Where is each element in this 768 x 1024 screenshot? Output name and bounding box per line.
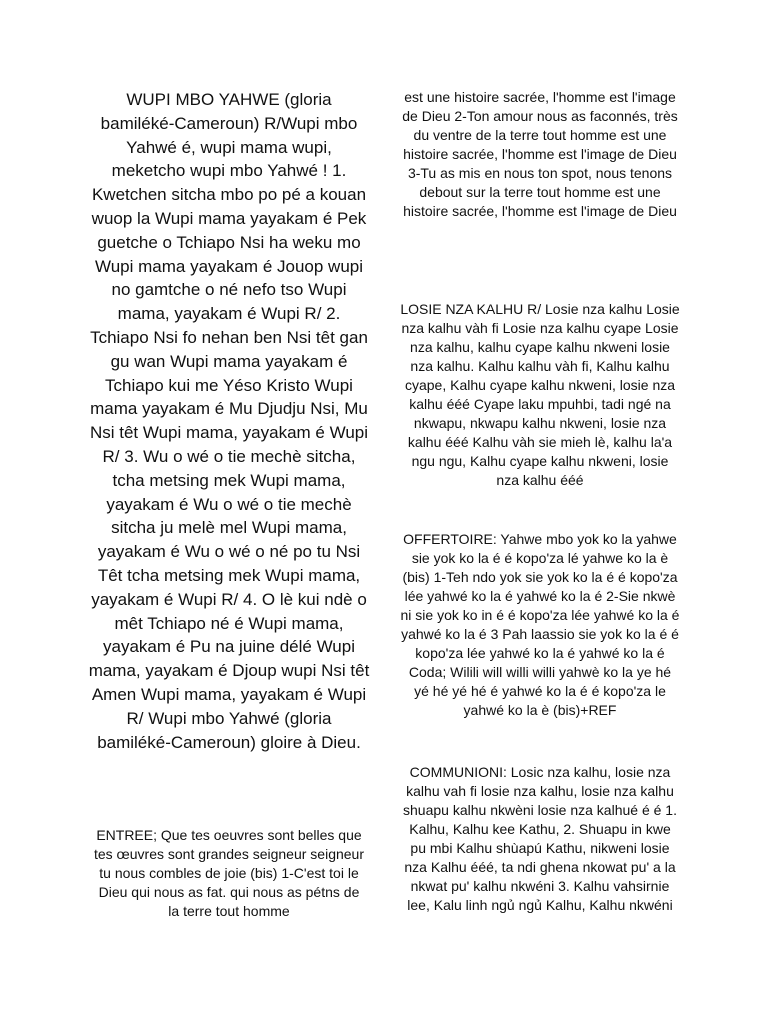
hymn-wupi-mbo-yahwe: WUPI MBO YAHWE (gloria bamiléké-Cameroun) R/Wupi mbo Yahwé é, wupi mama wupi, meketcho wupi mbo Yahwé ! 1. Kwetchen sitcha mbo po pé a kouan wuop la Wupi mama yayakam é Pek guetche o Tchiapo Nsi ha weku mo Wupi mama yayakam é Jouop wupi no gamtche o né nefo tso Wupi mama, yayakam é Wupi R/ 2. Tchiapo Nsi fo nehan ben Nsi têt gan gu wan Wupi mama yayakam é Tchiapo kui me Yéso Kristo Wupi mama yayakam é Mu Djudju Nsi, Mu Nsi têt Wupi mama, yayakam é Wupi R/ 3. Wu o wé o tie mechè sitcha, tcha metsing mek Wupi mama, yayakam é Wu o wé o tie mechè sitcha ju melè mel Wupi mama, yayakam é Wu o wé o né po tu Nsi Têt tcha metsing mek Wupi mama, yayakam é Wupi R/ 4. O lè kui ndè o mêt Tchiapo né é Wupi mama, yayakam é Pu na juine délé Wupi mama, yayakam é Djoup wupi Nsi têt Amen Wupi mama, yayakam é Wupi R/ Wupi mbo Yahwé (gloria bamiléké-Cameroun) gloire à Dieu. <box>88 90 370 752</box>
entree-section: ENTREE; Que tes oeuvres sont belles que tes œuvres sont grandes seigneur seigneur tu nous combles de joie (bis) 1-C'est toi le Dieu qui nous as fat. qui nous as pétns de la terre tout homme <box>93 827 365 919</box>
losie-nza-kalhu-section: LOSIE NZA KALHU R/ Losie nza kalhu Losie nza kalhu vàh fi Losie nza kalhu cyape Losie nza kalhu, kalhu cyape kalhu nkweni losie nza kalhu. Kalhu kalhu vàh fi, Kalhu kalhu cyape, Kalhu cyape kalhu nkweni, losie nza kalhu ééé Cyape laku mpuhbi, tadi ngé na nkwapu, nkwapu kalhu nkweni, losie nza kalhu ééé Kalhu vàh sie mieh lè, kalhu la'a ngu ngu, Kalhu cyape kalhu nkweni, losie nza kalhu ééé <box>400 301 680 488</box>
offertoire-section: OFFERTOIRE: Yahwe mbo yok ko la yahwe sie yok ko la é é kopo'za lé yahwe ko la è (bis) 1-Teh ndo yok sie yok ko la é é kopo'za lée yahwé ko la é yahwé ko la é 2-Sie nkwè ni sie yok ko in é é kopo'za lée yahwé ko la é yahwé ko la é 3 Pah laassio sie yok ko la é é kopo'za lée yahwé ko la é yahwé ko la é Coda; Wilili will willi willi yahwè ko la ye hé yé hé yé hé é yahwé ko la é é kopo'za le yahwé ko la è (bis)+REF <box>400 531 680 718</box>
entree-continued-section: est une histoire sacrée, l'homme est l'image de Dieu 2-Ton amour nous as faconnés, très du ventre de la terre tout homme est une histoire sacrée, l'homme est l'image de Dieu 3-Tu as mis en nous ton spot, nous tenons debout sur la terre tout homme est une histoire sacrée, l'homme est l'image de Dieu <box>402 89 678 219</box>
communioni-section: COMMUNIONI: Losic nza kalhu, losie nza kalhu vah fi losie nza kalhu, losie nza kalhu shuapu kalhu nkwèni losie nza kalhué é é 1. Kalhu, Kalhu kee Kathu, 2. Shuapu in kwe pu mbi Kalhu shùapú Kathu, nikweni losie nza Kalhu ééé, ta ndi ghena nkowat pu' a la nkwat pu' kalhu nkwéni 3. Kalhu vahsirnie lee, Kalu linh ngủ ngủ Kalhu, Kalhu nkwéni <box>403 764 677 913</box>
